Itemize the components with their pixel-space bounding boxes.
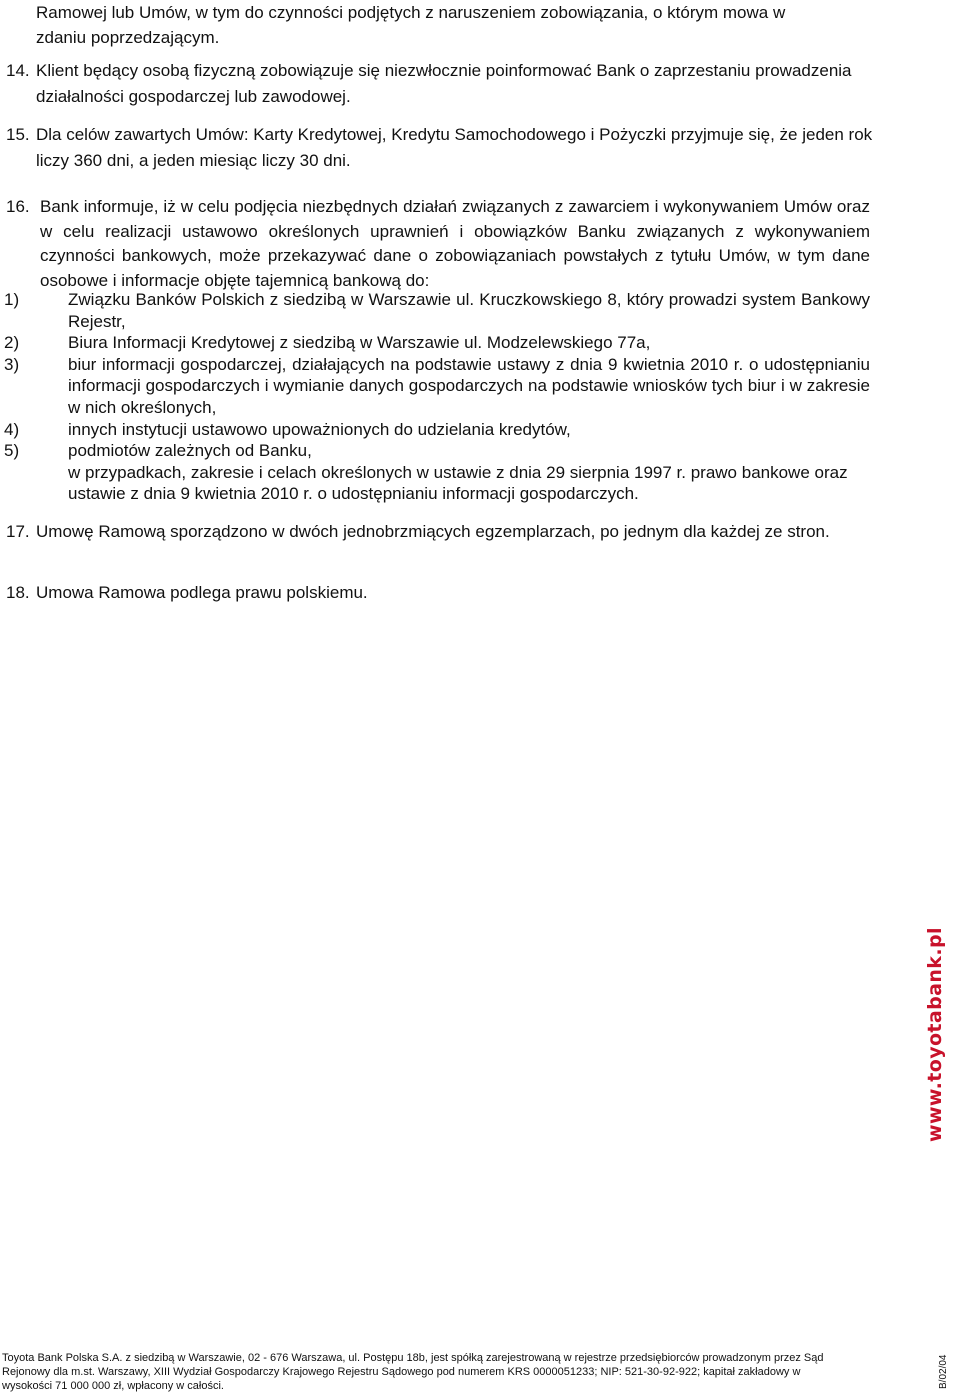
recipient-list	[4, 289, 870, 505]
clause-number: 14.	[6, 61, 30, 80]
clause-text: Bank informuje, iż w celu podjęcia niezbędnych działań związanych z zawarciem i wykonywaniem Umów oraz w celu realizacji ustawowo określonych uprawnień i obowiązków Banku związanych z wykonywaniem czynności bankowych, może przekazywać dane o zobowiązaniach powstałych z tytułu Umów, w tym dane osobowe i informacje objęte tajemnicą bankową do:	[40, 197, 870, 290]
clause-number: 16.	[6, 197, 30, 216]
list-item	[4, 354, 870, 419]
list-item	[4, 419, 870, 441]
footer-line-3: wysokości 71 000 000 zł, wpłacony w całości.	[2, 1380, 224, 1392]
continuation-text	[36, 0, 896, 50]
list-item-text: Biura Informacji Kredytowej z siedzibą w Warszawie ul. Modzelewskiego 77a,	[68, 333, 651, 353]
clause-number: 17.	[6, 522, 30, 541]
watermark-text: www.toyotabank.pl	[924, 927, 946, 1142]
clause-15	[6, 122, 874, 173]
list-item	[4, 289, 870, 332]
clause-text: Umowę Ramową sporządzono w dwóch jednobrzmiących egzemplarzach, po jednym dla każdej ze stron.	[36, 522, 830, 541]
list-item-text: podmiotów zależnych od Banku,	[68, 441, 312, 461]
list-item-text: innych instytucji ustawowo upoważnionych do udzielania kredytów,	[68, 419, 571, 439]
clause-text: Dla celów zawartych Umów: Karty Kredytowej, Kredytu Samochodowego i Pożyczki przyjmuje się, że jeden rok liczy 360 dni, a jeden miesiąc liczy 30 dni.	[36, 125, 873, 170]
legal-footer	[2, 1351, 862, 1393]
list-item-text: Związku Banków Polskich z siedzibą w Warszawie ul. Kruczkowskiego 8, który prowadzi system Bankowy Rejestr,	[68, 290, 870, 331]
clause-16	[6, 195, 870, 293]
list-item-number: 1)	[4, 290, 20, 309]
list-item	[4, 332, 870, 354]
continuation-line-2: zdaniu poprzedzającym.	[36, 28, 220, 47]
website-watermark	[924, 927, 954, 1142]
list-item	[4, 440, 870, 462]
clause-number: 18.	[6, 583, 30, 602]
list-tail	[4, 462, 870, 505]
document-code	[938, 1345, 952, 1389]
clause-14	[6, 58, 874, 109]
clause-text: Umowa Ramowa podlega prawu polskiemu.	[36, 583, 368, 602]
clause-18	[6, 580, 874, 606]
list-item-text: biur informacji gospodarczej, działających na podstawie ustawy z dnia 9 kwietnia 2010 r. o udostępnianiu informacji gospodarczych i wymianie danych gospodarczych na podstawie wniosków tych biur i w zakresie w nich określonych,	[68, 354, 870, 417]
footer-line-1: Toyota Bank Polska S.A. z siedzibą w Warszawie, 02 - 676 Warszawa, ul. Postępu 18b, jest spółką zarejestrowaną w rejestrze przedsiębiorców prowadzonym przez Sąd	[2, 1352, 824, 1364]
list-item-number: 3)	[4, 354, 20, 374]
list-item-number: 5)	[4, 441, 20, 461]
list-tail-text: w przypadkach, zakresie i celach określonych w ustawie z dnia 29 sierpnia 1997 r. prawo bankowe oraz ustawie z dnia 9 kwietnia 2010 r. o udostępnianiu informacji gospodarczych.	[68, 462, 848, 504]
continuation-line-1: Ramowej lub Umów, w tym do czynności podjętych z naruszeniem zobowiązania, o którym mowa w	[36, 3, 786, 22]
list-item-number: 4)	[4, 419, 20, 439]
clause-17	[6, 519, 874, 545]
clause-text: Klient będący osobą fizyczną zobowiązuje się niezwłocznie poinformować Bank o zaprzestaniu prowadzenia działalności gospodarczej lub zawodowej.	[36, 61, 852, 106]
footer-line-2: Rejonowy dla m.st. Warszawy, XIII Wydział Gospodarczy Krajowego Rejestru Sądowego pod numerem KRS 0000051233; NIP: 521-30-92-922; kapitał zakładowy w	[2, 1366, 801, 1378]
list-item-number: 2)	[4, 333, 20, 353]
document-code-text: B/02/04	[938, 1354, 949, 1389]
clause-number: 15.	[6, 125, 30, 144]
